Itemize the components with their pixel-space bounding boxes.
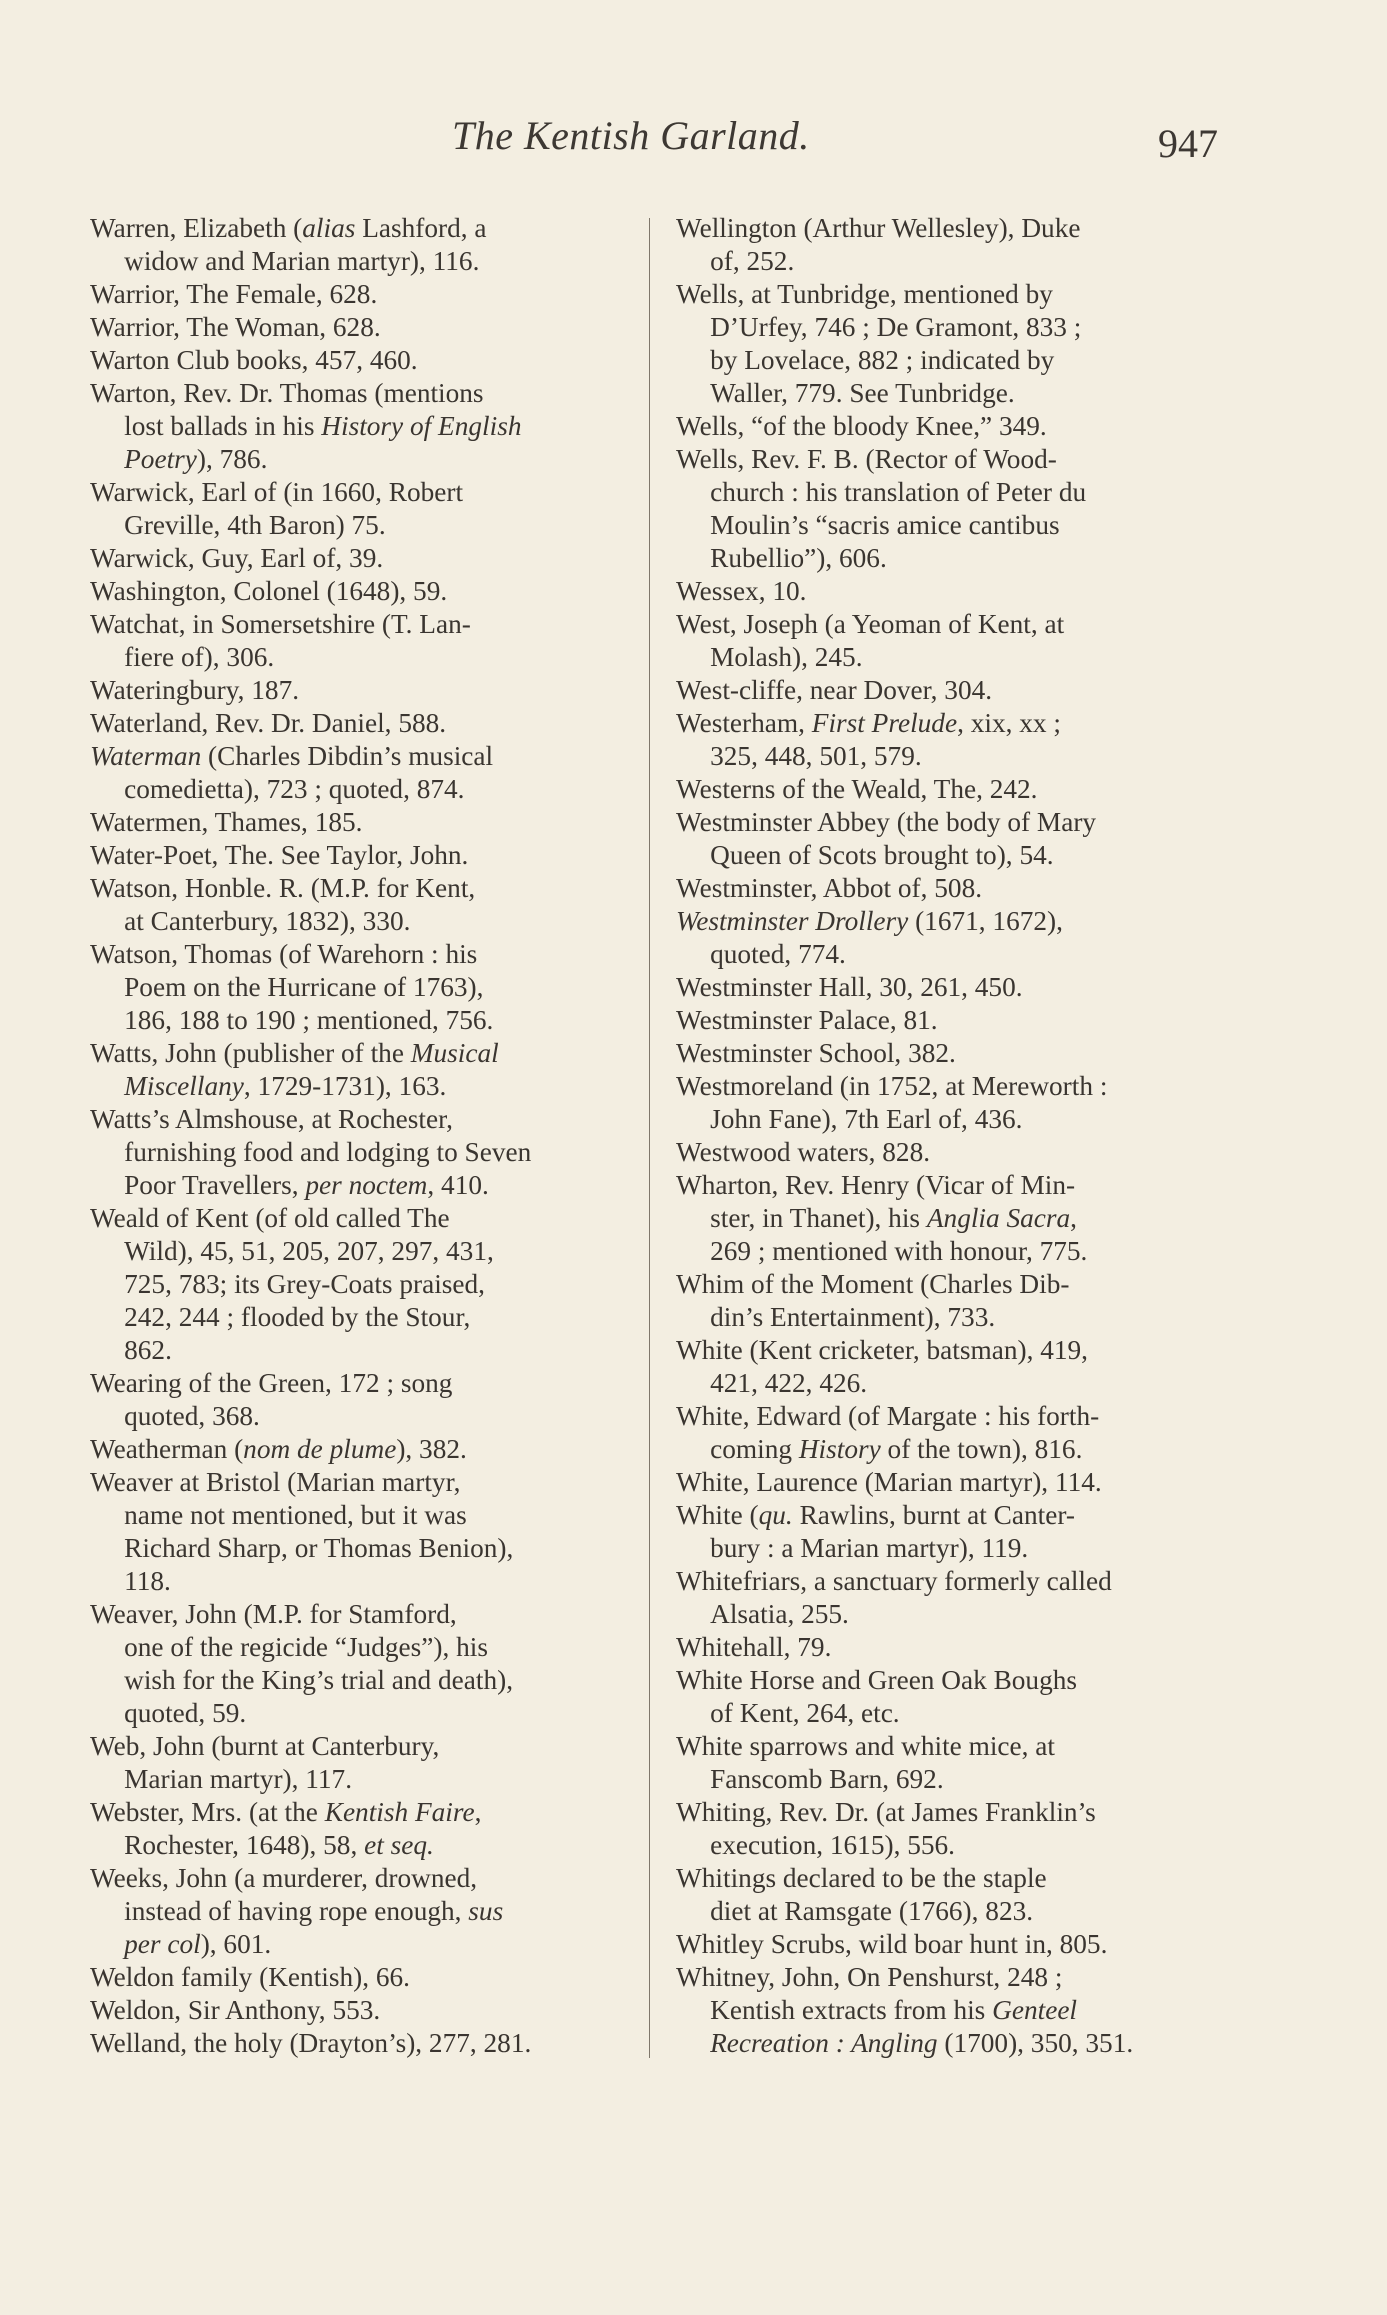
column-divider bbox=[649, 218, 650, 2058]
italic-title-segment: Anglia Sacra bbox=[926, 1203, 1071, 1233]
index-entry bbox=[90, 1961, 632, 1994]
index-entry bbox=[90, 311, 632, 344]
index-entry bbox=[676, 1961, 1218, 2060]
index-entry bbox=[90, 377, 632, 476]
entry-text-segment: Watermen, Thames, 185. bbox=[90, 807, 363, 837]
entry-text-segment: Weatherman ( bbox=[90, 1434, 244, 1464]
index-entry bbox=[90, 1730, 632, 1796]
entry-text-segment: ), 786. bbox=[196, 444, 268, 474]
entry-text-segment: White Horse and Green Oak Boughs of Kent, 264, etc. bbox=[676, 1665, 1078, 1728]
index-entry bbox=[90, 839, 632, 872]
entry-text-segment: Westminster Hall, 30, 261, 450. bbox=[676, 972, 1023, 1002]
entry-text-segment: West-cliffe, near Dover, 304. bbox=[676, 675, 993, 705]
entry-text-segment: Warrior, The Woman, 628. bbox=[90, 312, 381, 342]
entry-text-segment: , 1729-1731), 163. bbox=[243, 1071, 447, 1101]
index-entry bbox=[676, 1466, 1218, 1499]
italic-title-segment: nom de plume bbox=[243, 1434, 397, 1464]
index-entry bbox=[90, 1862, 632, 1961]
entry-text-segment: Weldon family (Kentish), 66. bbox=[90, 1962, 410, 1992]
entry-text-segment: White (Kent cricketer, batsman), 419, 421, 422, 426. bbox=[676, 1335, 1088, 1398]
italic-title-segment: Waterman bbox=[90, 741, 202, 771]
entry-text-segment: Warwick, Guy, Earl of, 39. bbox=[90, 543, 384, 573]
entry-text-segment: Warton, Rev. Dr. Thomas (mentions lost ballads in his bbox=[90, 378, 484, 441]
entry-text-segment: Wharton, Rev. Henry (Vicar of Min- ster, in Thanet), his bbox=[676, 1170, 1076, 1233]
entry-text-segment: Westminster Palace, 81. bbox=[676, 1005, 938, 1035]
entry-text-segment: Weldon, Sir Anthony, 553. bbox=[90, 1995, 381, 2025]
entry-text-segment: Whitehall, 79. bbox=[676, 1632, 832, 1662]
index-entry bbox=[676, 1796, 1218, 1862]
index-entry bbox=[676, 1169, 1218, 1268]
index-entry bbox=[90, 1466, 632, 1598]
italic-title-segment: Musical Miscellany bbox=[124, 1038, 499, 1101]
entry-text-segment: Rawlins, burnt at Canter- bury : a Marian martyr), 119. bbox=[710, 1500, 1075, 1563]
italic-title-segment: sus per col bbox=[124, 1896, 504, 1959]
index-entry bbox=[676, 707, 1218, 773]
entry-text-segment: Watson, Thomas (of Warehorn : his Poem on the Hurricane of 1763), 186, 188 to 190 ; mentioned, 756. bbox=[90, 939, 494, 1035]
entry-text-segment: Wellington (Arthur Wellesley), Duke of, 252. bbox=[676, 213, 1081, 276]
index-column-left bbox=[90, 212, 632, 2060]
index-entry bbox=[676, 1070, 1218, 1136]
index-entry bbox=[90, 1433, 632, 1466]
entry-text-segment: , 269 ; mentioned with honour, 775. bbox=[710, 1203, 1088, 1266]
entry-text-segment: Whitefriars, a sanctuary formerly called Alsatia, 255. bbox=[676, 1566, 1112, 1629]
index-entry bbox=[676, 1631, 1218, 1664]
index-entry bbox=[676, 1499, 1218, 1565]
index-entry bbox=[90, 476, 632, 542]
entry-text-segment: Web, John (burnt at Canterbury, Marian martyr), 117. bbox=[90, 1731, 440, 1794]
index-entry bbox=[676, 1730, 1218, 1796]
entry-text-segment: Westminster, Abbot of, 508. bbox=[676, 873, 983, 903]
entry-text-segment: (1700), 350, 351. bbox=[937, 2028, 1134, 2058]
entry-text-segment: Westminster School, 382. bbox=[676, 1038, 956, 1068]
entry-text-segment: Watchat, in Somersetshire (T. Lan- fiere of), 306. bbox=[90, 609, 471, 672]
index-entry bbox=[90, 806, 632, 839]
index-entry bbox=[90, 707, 632, 740]
entry-text-segment: Westerham, bbox=[676, 708, 812, 738]
entry-text-segment: Westwood waters, 828. bbox=[676, 1137, 931, 1167]
index-entry bbox=[90, 938, 632, 1037]
index-entry bbox=[90, 1994, 632, 2027]
entry-text-segment: Whim of the Moment (Charles Dib- din’s Entertainment), 733. bbox=[676, 1269, 1070, 1332]
page-number: 947 bbox=[1158, 121, 1218, 166]
entry-text-segment: Wells, at Tunbridge, mentioned by D’Urfey, 746 ; De Gramont, 833 ; by Lovelace, 882 ; indicated by Waller, 779. See Tunbridge. bbox=[676, 279, 1082, 408]
entry-text-segment: Warren, Elizabeth ( bbox=[90, 213, 303, 243]
index-entry bbox=[90, 1367, 632, 1433]
entry-text-segment: , 410. bbox=[427, 1170, 489, 1200]
index-entry bbox=[676, 212, 1218, 278]
entry-text-segment: Weaver at Bristol (Marian martyr, name not mentioned, but it was Richard Sharp, or Thomas Benion), 118. bbox=[90, 1467, 514, 1596]
index-entry bbox=[90, 2027, 632, 2060]
index-entry bbox=[90, 608, 632, 674]
index-entry bbox=[90, 278, 632, 311]
index-entry bbox=[676, 773, 1218, 806]
index-entry bbox=[676, 1136, 1218, 1169]
index-entry bbox=[676, 1004, 1218, 1037]
entry-text-segment: Wells, “of the bloody Knee,” 349. bbox=[676, 411, 1047, 441]
index-entry bbox=[676, 1268, 1218, 1334]
index-entry bbox=[90, 1202, 632, 1367]
entry-text-segment: Whitney, John, On Penshurst, 248 ; Kentish extracts from his bbox=[676, 1962, 1063, 2025]
index-entry bbox=[676, 410, 1218, 443]
italic-title-segment: First Prelude bbox=[811, 708, 958, 738]
entry-text-segment: of the town), 816. bbox=[880, 1434, 1083, 1464]
index-entry bbox=[676, 443, 1218, 575]
index-entry bbox=[676, 806, 1218, 872]
entry-text-segment: Welland, the holy (Drayton’s), 277, 281. bbox=[90, 2028, 532, 2058]
entry-text-segment: ), 601. bbox=[200, 1929, 272, 1959]
entry-text-segment: , Rochester, 1648), 58, bbox=[124, 1797, 482, 1860]
index-entry bbox=[90, 212, 632, 278]
index-entry bbox=[676, 1400, 1218, 1466]
entry-text-segment: White, Edward (of Margate : his forth- coming bbox=[676, 1401, 1100, 1464]
italic-title-segment: Kentish Faire bbox=[324, 1797, 475, 1827]
entry-text-segment: Wateringbury, 187. bbox=[90, 675, 300, 705]
entry-text-segment: White ( bbox=[676, 1500, 759, 1530]
entry-text-segment: Webster, Mrs. (at the bbox=[90, 1797, 325, 1827]
entry-text-segment: Warwick, Earl of (in 1660, Robert Greville, 4th Baron) 75. bbox=[90, 477, 464, 540]
entry-text-segment: Weaver, John (M.P. for Stamford, one of the regicide “Judges”), his wish for the King’s trial and death), quoted, 59. bbox=[90, 1599, 514, 1728]
index-entry bbox=[90, 575, 632, 608]
index-entry bbox=[90, 1598, 632, 1730]
index-entry bbox=[90, 1037, 632, 1103]
italic-title-segment: History of English Poetry bbox=[124, 411, 522, 474]
index-entry bbox=[676, 278, 1218, 410]
entry-text-segment: (1671, 1672), quoted, 774. bbox=[710, 906, 1063, 969]
index-entry bbox=[90, 1103, 632, 1202]
index-entry bbox=[676, 1664, 1218, 1730]
entry-text-segment: Water-Poet, The. See Taylor, John. bbox=[90, 840, 469, 870]
entry-text-segment: Whitings declared to be the staple diet at Ramsgate (1766), 823. bbox=[676, 1863, 1047, 1926]
index-entry bbox=[676, 575, 1218, 608]
entry-text-segment: ), 382. bbox=[396, 1434, 467, 1464]
entry-text-segment: Wearing of the Green, 172 ; song quoted, 368. bbox=[90, 1368, 453, 1431]
entry-text-segment: White sparrows and white mice, at Fanscomb Barn, 692. bbox=[676, 1731, 1055, 1794]
entry-text-segment: Westerns of the Weald, The, 242. bbox=[676, 774, 1038, 804]
index-entry bbox=[676, 608, 1218, 674]
index-entry bbox=[90, 740, 632, 806]
index-entry bbox=[90, 674, 632, 707]
entry-text-segment: (Charles Dibdin’s musical comedietta), 723 ; quoted, 874. bbox=[124, 741, 494, 804]
entry-text-segment: Westmoreland (in 1752, at Mereworth : John Fane), 7th Earl of, 436. bbox=[676, 1071, 1108, 1134]
index-entry bbox=[676, 1334, 1218, 1400]
index-entry bbox=[676, 971, 1218, 1004]
index-entry bbox=[90, 872, 632, 938]
index-entry bbox=[90, 542, 632, 575]
index-column-right bbox=[676, 212, 1218, 2060]
index-entry bbox=[676, 1037, 1218, 1070]
italic-title-segment: et seq. bbox=[364, 1830, 434, 1860]
entry-text-segment: Wells, Rev. F. B. (Rector of Wood- church : his translation of Peter du Moulin’s “sacris amice cantibus Rubellio”), 606. bbox=[676, 444, 1087, 573]
index-entry bbox=[90, 344, 632, 377]
italic-title-segment: per noctem bbox=[305, 1170, 428, 1200]
entry-text-segment: Watts, John (publisher of the bbox=[90, 1038, 411, 1068]
entry-text-segment: White, Laurence (Marian martyr), 114. bbox=[676, 1467, 1102, 1497]
entry-text-segment: , xix, xx ; 325, 448, 501, 579. bbox=[710, 708, 1061, 771]
entry-text-segment: Warrior, The Female, 628. bbox=[90, 279, 378, 309]
index-entry bbox=[676, 1565, 1218, 1631]
index-entry bbox=[676, 905, 1218, 971]
index-entry bbox=[676, 674, 1218, 707]
italic-title-segment: alias bbox=[302, 213, 356, 243]
index-entry bbox=[676, 1862, 1218, 1928]
entry-text-segment: Weeks, John (a murderer, drowned, instead of having rope enough, bbox=[90, 1863, 478, 1926]
italic-title-segment: Westminster Drollery bbox=[676, 906, 909, 936]
italic-title-segment: qu. bbox=[758, 1500, 793, 1530]
entry-text-segment: Westminster Abbey (the body of Mary Queen of Scots brought to), 54. bbox=[676, 807, 1097, 870]
entry-text-segment: Wessex, 10. bbox=[676, 576, 807, 606]
index-entry bbox=[90, 1796, 632, 1862]
entry-text-segment: Waterland, Rev. Dr. Daniel, 588. bbox=[90, 708, 447, 738]
entry-text-segment: Weald of Kent (of old called The Wild), 45, 51, 205, 207, 297, 431, 725, 783; its Grey-Coats praised, 242, 244 ; flooded by the Stour, 862. bbox=[90, 1203, 494, 1365]
entry-text-segment: Lashford, a widow and Marian martyr), 116. bbox=[124, 213, 487, 276]
index-entry bbox=[676, 872, 1218, 905]
italic-title-segment: Genteel Recreation : Angling bbox=[710, 1995, 1078, 2058]
running-title: The Kentish Garland. bbox=[452, 113, 810, 158]
entry-text-segment: Watson, Honble. R. (M.P. for Kent, at Canterbury, 1832), 330. bbox=[90, 873, 476, 936]
entry-text-segment: Warton Club books, 457, 460. bbox=[90, 345, 418, 375]
index-entry bbox=[676, 1928, 1218, 1961]
entry-text-segment: Whitley Scrubs, wild boar hunt in, 805. bbox=[676, 1929, 1108, 1959]
entry-text-segment: Watts’s Almshouse, at Rochester, furnishing food and lodging to Seven Poor Travellers, bbox=[90, 1104, 532, 1200]
entry-text-segment: Whiting, Rev. Dr. (at James Franklin’s execution, 1615), 556. bbox=[676, 1797, 1096, 1860]
entry-text-segment: West, Joseph (a Yeoman of Kent, at Molash), 245. bbox=[676, 609, 1065, 672]
italic-title-segment: History bbox=[798, 1434, 881, 1464]
entry-text-segment: Washington, Colonel (1648), 59. bbox=[90, 576, 448, 606]
